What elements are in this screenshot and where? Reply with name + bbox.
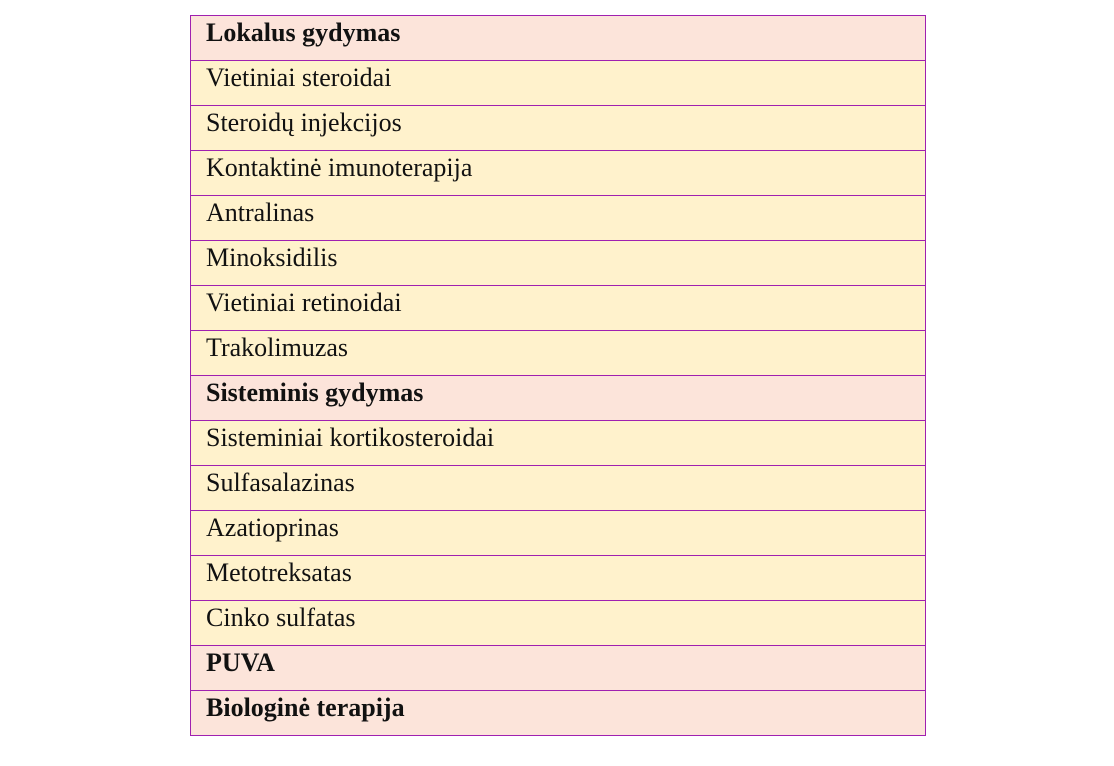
treatment-label: Azatioprinas bbox=[206, 513, 339, 542]
treatment-label: Minoksidilis bbox=[206, 243, 338, 272]
table-cell bbox=[191, 556, 926, 601]
treatment-label: Steroidų injekcijos bbox=[206, 108, 402, 137]
section-header-label: Lokalus gydymas bbox=[206, 18, 401, 47]
treatment-label: Kontaktinė imunoterapija bbox=[206, 153, 473, 182]
treatment-label: Trakolimuzas bbox=[206, 333, 349, 362]
section-header-row bbox=[191, 376, 926, 421]
treatment-label: Vietiniai steroidai bbox=[206, 63, 392, 92]
table-cell bbox=[191, 691, 926, 736]
table-row bbox=[191, 151, 926, 196]
treatment-table bbox=[190, 15, 926, 736]
section-header-row bbox=[191, 691, 926, 736]
table-row bbox=[191, 556, 926, 601]
table-cell bbox=[191, 331, 926, 376]
table-cell bbox=[191, 286, 926, 331]
table-cell bbox=[191, 421, 926, 466]
section-header-label: Biologinė terapija bbox=[206, 693, 405, 722]
table-cell bbox=[191, 16, 926, 61]
table-row bbox=[191, 466, 926, 511]
treatment-label: Sulfasalazinas bbox=[206, 468, 355, 497]
table-cell bbox=[191, 376, 926, 421]
section-header-label: PUVA bbox=[206, 648, 275, 677]
section-header-row bbox=[191, 16, 926, 61]
treatment-label: Sisteminiai kortikosteroidai bbox=[206, 423, 495, 452]
table-row bbox=[191, 331, 926, 376]
treatment-table-body bbox=[191, 16, 926, 736]
treatment-label: Metotreksatas bbox=[206, 558, 352, 587]
table-cell bbox=[191, 646, 926, 691]
table-row bbox=[191, 241, 926, 286]
treatment-label: Antralinas bbox=[206, 198, 315, 227]
table-cell bbox=[191, 241, 926, 286]
table-cell bbox=[191, 196, 926, 241]
section-header-label: Sisteminis gydymas bbox=[206, 378, 424, 407]
table-row bbox=[191, 601, 926, 646]
table-cell bbox=[191, 61, 926, 106]
table-row bbox=[191, 106, 926, 151]
table-row bbox=[191, 61, 926, 106]
table-row bbox=[191, 196, 926, 241]
table-cell bbox=[191, 601, 926, 646]
table-row bbox=[191, 421, 926, 466]
table-row bbox=[191, 511, 926, 556]
treatment-label: Cinko sulfatas bbox=[206, 603, 356, 632]
treatment-table-container bbox=[190, 15, 926, 736]
table-cell bbox=[191, 466, 926, 511]
section-header-row bbox=[191, 646, 926, 691]
table-cell bbox=[191, 511, 926, 556]
treatment-label: Vietiniai retinoidai bbox=[206, 288, 402, 317]
table-cell bbox=[191, 106, 926, 151]
table-cell bbox=[191, 151, 926, 196]
table-row bbox=[191, 286, 926, 331]
